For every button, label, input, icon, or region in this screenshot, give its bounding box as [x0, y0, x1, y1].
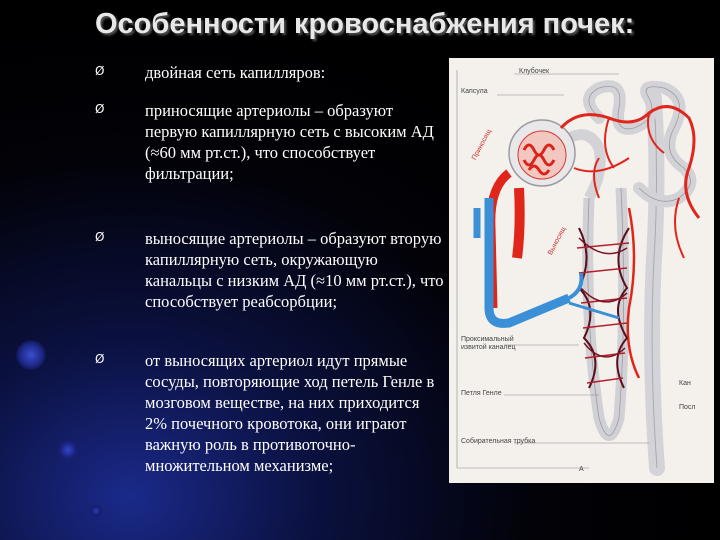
arrow-bullet-icon: Ø: [95, 352, 105, 366]
label-collecting-duct: Собирательная трубка: [461, 438, 536, 445]
label-cut-posl: Посл: [679, 404, 696, 411]
bullet-text: двойная сеть капилляров:: [145, 63, 326, 82]
arrow-bullet-icon: Ø: [95, 64, 105, 78]
label-efferent: Выносящ: [547, 226, 568, 257]
label-capsule: Капсула: [461, 88, 488, 95]
nephron-illustration: [449, 58, 714, 483]
arrow-bullet-icon: Ø: [95, 230, 105, 244]
label-loop-of-henle: Петля Генле: [461, 390, 502, 397]
label-cut-kan: Кан: [679, 380, 691, 387]
slide-title: Особенности кровоснабжения почек:: [95, 8, 635, 40]
label-figure-letter: А: [579, 466, 584, 473]
decorative-dot: [16, 340, 46, 370]
arrow-bullet-icon: Ø: [95, 102, 105, 116]
bullet-text: приносящие артериолы – образуют первую капиллярную сеть с высоким АД (≈60 мм рт.ст.), что способствует фильтрации;: [145, 101, 434, 183]
bullet-text: от выносящих артериол идут прямые сосуды, повторяющие ход петель Генле в мозговом веществе, на них приходится 2% почечного кровотока, они играют важную роль в противоточно-множительном механизме;: [145, 351, 435, 475]
label-glomerulus: Клубочек: [519, 68, 550, 75]
kidney-nephron-diagram: [449, 58, 714, 483]
decorative-dot: [90, 505, 102, 517]
label-proximal-tubule: Проксимальный извитой каналец: [461, 336, 516, 351]
label-afferent: Приносящ: [471, 128, 493, 162]
decorative-dot: [58, 440, 78, 460]
bullet-text: выносящие артериолы – образуют вторую капиллярную сеть, окружающую канальцы с низким АД (≈10 мм рт.ст.), что способствует реабсорбции;: [145, 229, 444, 311]
